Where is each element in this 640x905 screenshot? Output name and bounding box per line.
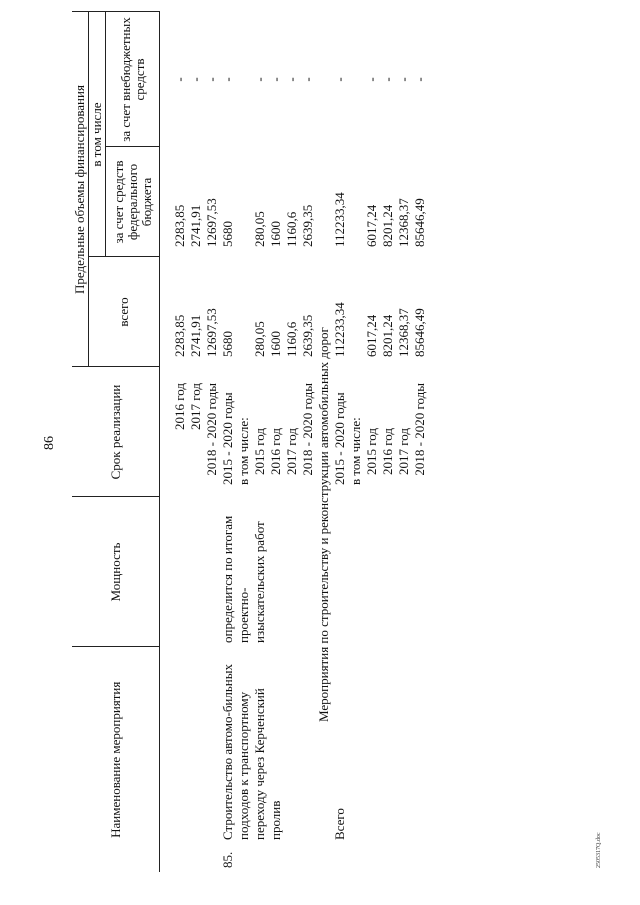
total-cell: 1600 (268, 331, 283, 357)
item-name-cell (220, 647, 300, 872)
federal-cell: 1600 (268, 221, 283, 247)
extra-cell: - (332, 77, 347, 82)
term-cell: 2015 год (364, 428, 379, 475)
federal-cell: 12697,53 (204, 198, 219, 247)
table-row (412, 12, 428, 872)
term-cell: 2018 - 2020 годы (204, 383, 219, 476)
header-power: Мощность (72, 497, 160, 647)
term-cell: 2018 - 2020 годы (412, 383, 427, 476)
table-row (172, 12, 188, 872)
extra-cell: - (268, 77, 283, 82)
federal-cell: 12368,37 (396, 198, 411, 247)
page-number: 86 (42, 436, 57, 450)
extra-cell: - (172, 77, 187, 82)
extra-cell: - (412, 77, 427, 82)
financing-table (72, 12, 428, 873)
total-cell: 12368,37 (396, 308, 411, 357)
header-total: всего (89, 257, 160, 367)
item-number: 85. (220, 851, 235, 868)
federal-cell: 2741,91 (188, 204, 203, 247)
federal-cell: 1160,6 (284, 211, 299, 247)
federal-cell: 280,05 (252, 211, 267, 247)
extra-cell: - (300, 77, 315, 82)
header-name: Наименование мероприятия (72, 647, 160, 872)
header-financing-limits: Предельные объемы финансирования (72, 12, 89, 367)
footer-document-ref: 2505317Q.doc (596, 832, 602, 868)
total-cell: 1160,6 (284, 321, 299, 357)
term-cell: 2016 год (380, 428, 395, 475)
table-header (72, 12, 160, 872)
extra-cell: - (188, 77, 203, 82)
header-federal-budget: за счет средств федерального бюджета (106, 147, 160, 257)
table-row (348, 12, 364, 872)
header-term: Срок реализации (72, 367, 160, 497)
total-cell: 280,05 (252, 321, 267, 357)
total-cell: 2741,91 (188, 314, 203, 357)
federal-cell: 2283,85 (172, 204, 187, 247)
extra-cell: - (284, 77, 299, 82)
term-cell: 2015 год (252, 428, 267, 475)
federal-cell: 112233,34 (332, 192, 347, 247)
table-row-item-85 (220, 12, 236, 872)
total-cell: 112233,34 (332, 302, 347, 357)
total-cell: 85646,49 (412, 308, 427, 357)
table-row (204, 12, 220, 872)
total-cell: 6017,24 (364, 314, 379, 357)
section-heading-row (316, 12, 332, 872)
extra-cell: - (204, 77, 219, 82)
term-cell: 2018 - 2020 годы (300, 383, 315, 476)
table-row (364, 12, 380, 872)
extra-cell: - (380, 77, 395, 82)
table-row (396, 12, 412, 872)
term-cell: в том числе: (236, 417, 251, 485)
total-cell: 5680 (220, 331, 235, 357)
table-row (380, 12, 396, 872)
term-cell: 2017 год (188, 383, 203, 430)
term-cell: 2017 год (396, 428, 411, 475)
table-row (188, 12, 204, 872)
table-row (300, 12, 316, 872)
header-extrabudgetary: за счет внебюджетных средств (106, 12, 160, 147)
section-heading: Мероприятия по строительству и реконструкции автомобильных дорог (316, 327, 331, 722)
total-label: Всего (332, 808, 347, 840)
header-including: в том числе (89, 12, 106, 257)
term-cell: 2016 год (268, 428, 283, 475)
total-cell: 12697,53 (204, 308, 219, 357)
item-name: Строительство автомо-бильных подходов к транспортному переходу через Керченский пролив (220, 664, 283, 840)
table-body (160, 12, 429, 872)
table-row-total (332, 12, 348, 872)
term-cell: 2015 - 2020 годы (332, 392, 347, 485)
federal-cell: 2639,35 (300, 204, 315, 247)
extra-cell: - (364, 77, 379, 82)
total-cell: 8201,24 (380, 314, 395, 357)
term-cell: 2016 год (172, 383, 187, 430)
federal-cell: 8201,24 (380, 204, 395, 247)
extra-cell: - (396, 77, 411, 82)
total-cell: 2283,85 (172, 314, 187, 357)
extra-cell: - (220, 77, 235, 82)
term-cell: 2017 год (284, 428, 299, 475)
federal-cell: 6017,24 (364, 204, 379, 247)
federal-cell: 85646,49 (412, 198, 427, 247)
rotated-table-container (72, 12, 540, 872)
total-cell: 2639,35 (300, 314, 315, 357)
item-power: определится по итогам проектно-изыскательских работ (220, 515, 267, 643)
federal-cell: 5680 (220, 221, 235, 247)
extra-cell: - (252, 77, 267, 82)
term-cell: в том числе: (348, 417, 363, 485)
term-cell: 2015 - 2020 годы (220, 392, 235, 485)
